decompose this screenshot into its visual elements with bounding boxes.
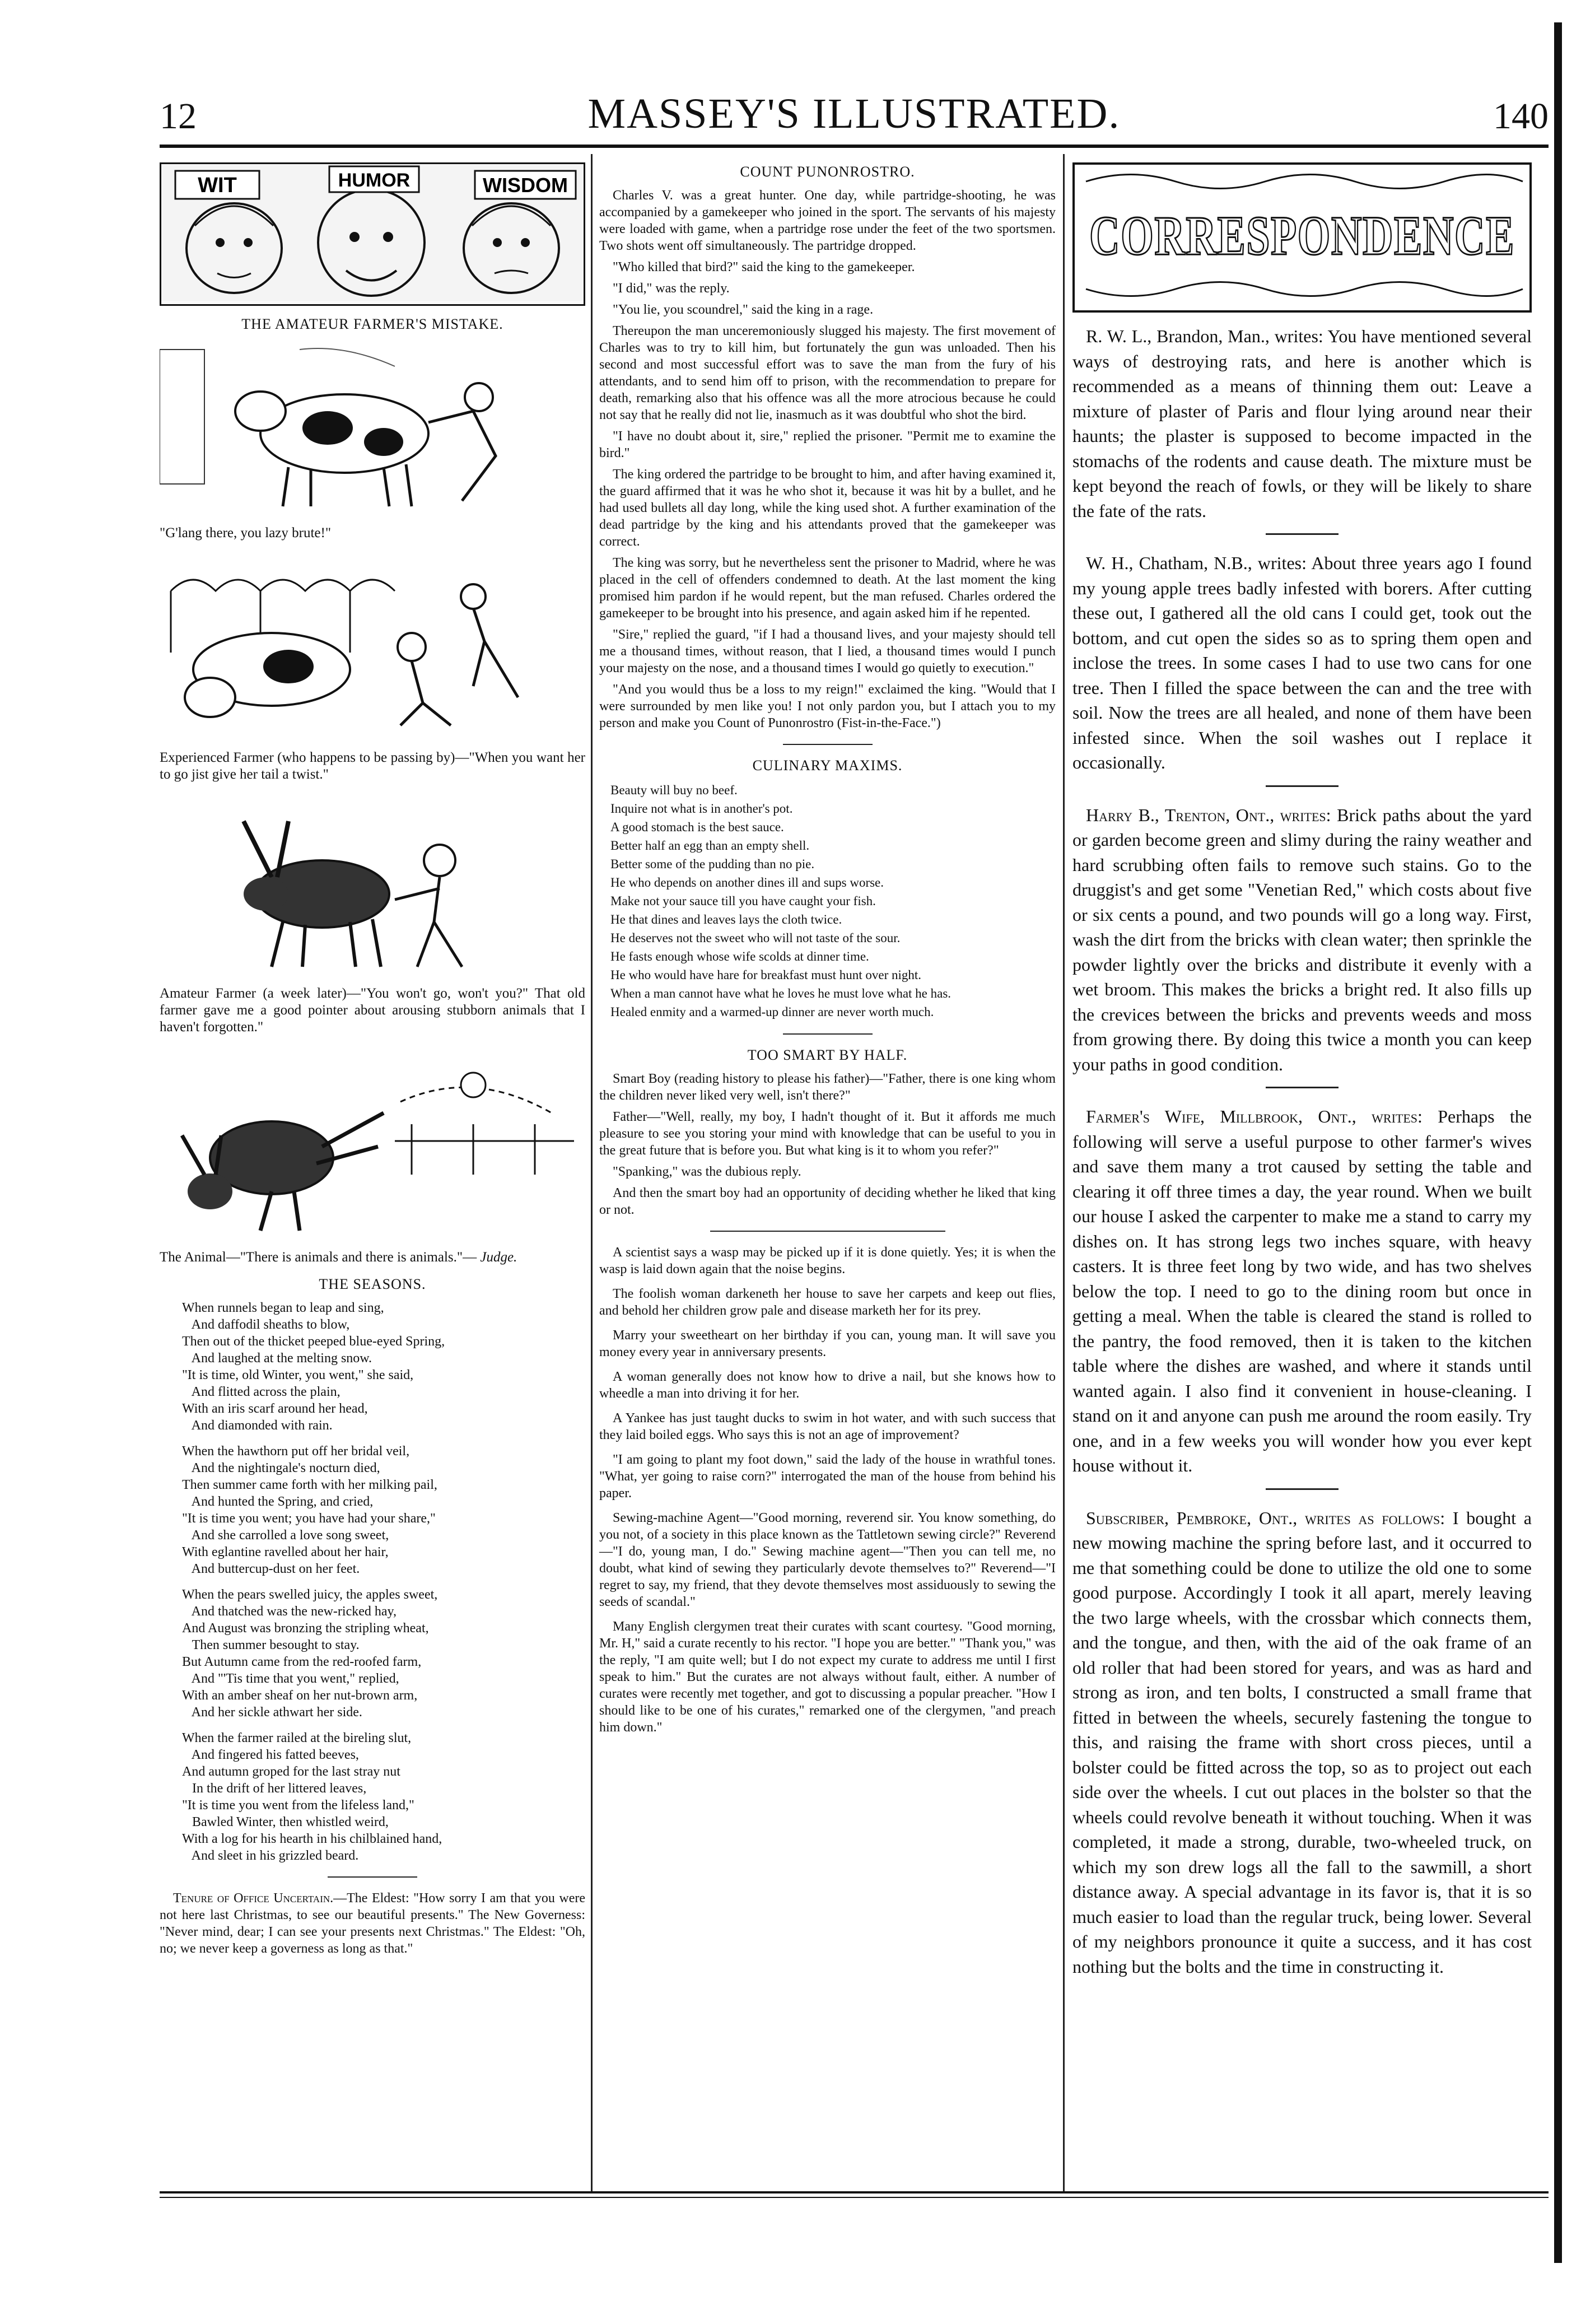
cow-illustration-1 xyxy=(160,344,585,512)
list-item: Beauty will buy no beef. xyxy=(610,783,738,797)
smart-title: TOO SMART BY HALF. xyxy=(747,1047,908,1063)
wit-humor-wisdom-banner xyxy=(160,162,585,306)
separator xyxy=(1266,1087,1339,1088)
list-item: He deserves not the sweet who will not taste of the sour. xyxy=(610,931,901,945)
correspondence-title-block xyxy=(1072,162,1532,313)
separator xyxy=(1266,785,1339,787)
amateur-farmer-title: THE AMATEUR FARMER'S MISTAKE. xyxy=(241,316,503,332)
footer-rule-thin xyxy=(160,2197,1549,2198)
donkey-illustration xyxy=(160,799,585,972)
column-anecdotes xyxy=(599,162,1056,1744)
cow-caption-1: "G'lang there, you lazy brute!" xyxy=(160,525,332,541)
list-item: Better half an egg than an empty shell. xyxy=(610,839,810,853)
tenure-paragraph: Tenure of Office Uncertain.—The Eldest: "How sorry I am that you were not here last Christmas, to see our beautiful presents." The New Governess: "Never mind, dear; I can see your presents next Christmas." The Eldest: "Oh, no; we never keep a governess as long as that." xyxy=(160,1891,585,1956)
list-item: A good stomach is the best sauce. xyxy=(610,820,784,834)
cow-caption-2: Experienced Farmer (who happens to be passing by)—"When you want her to go jist give her tail a twist." xyxy=(160,750,585,782)
correspondence-lettering xyxy=(1075,165,1529,306)
page-edge-bar xyxy=(1554,22,1562,2263)
footer-rule xyxy=(160,2191,1549,2193)
smart-story: Smart Boy (reading history to please his father)—"Father, there is one king whom the children never liked very well, isn't there?" Father—"Well, really, my boy, I hadn't thought of it. But it affords me much pleasure to see you storing your mind with knowledge that can be useful to you in the great future that is before you. But what king is it to whom you refer?" "Spanking," was the dubious reply. And then the smart boy had an opportunity of deciding whether he liked that king or not. xyxy=(599,1072,1056,1217)
banner-label-middle: HUMOR xyxy=(338,170,411,191)
list-item: He who depends on another dines ill and sups worse. xyxy=(610,875,884,889)
column-wit-humor xyxy=(160,162,585,1962)
letter-paragraph: R. W. L., Brandon, Man., writes: You have mentioned several ways of destroying rats, and here is another which is recommended as a means of thinning them out: Leave a mixture of plaster of Paris and flour lying around near their haunts; the plaster is supposed to become impacted in the stomachs of the rodents and cause death. The mixture must be kept beyond the reach of fowls, or they will be likely to share the fate of the rats. xyxy=(1072,326,1532,521)
letter-paragraph: Farmer's Wife, Millbrook, Ont., writes: Perhaps the following will serve a useful purpose to other farmer's wives and save them many a trot caused by setting the table and clearing it off three times a day, the year round. When we built our house I asked the carpenter to make me a stand to carry my dishes on. It has strong legs two inches square, with heavy casters. It is three feet long by two wide, and has two shelves below the top. I need to go to the dining room but once in getting a meal. When the table is cleared the stand is rolled to the pantry, the food removed, then it is taken to the kitchen table where the dishes are washed, and where it stands until wanted again. I also find it convenient in house-cleaning. I stand on it and anyone can push me around the room easily. Try one, and in a few weeks you will wonder how you ever kept house without it. xyxy=(1072,1106,1532,1475)
banner-label-left: WIT xyxy=(198,174,237,197)
count-story: Charles V. was a great hunter. One day, while partridge-shooting, he was accompanied by a gamekeeper who joined in the sport. The servants of his majesty were loaded with game, when a partridge rose under the feet of the two sportsmen. Two shots went off simultaneously. The partridge dropped. "Who killed that bird?" said the king to the gamekeeper. "I did," was the reply. "You lie, you scoundrel," said the king in a rage. Thereupon the man unceremoniously slugged his majesty. The first movement of Charles was to try to kill him, but fortunately the gun was unloaded. Then his second and most successful effort was to save the man from the fury of his attendants, and to send him off to prison, with the recommendation to prepare for death, remarking also that his offence was all the more atrocious because he could not say that he really did not lie, inasmuch as it was doubtful who shot the bird. "I have no doubt about it, sire," replied the prisoner. "Permit me to examine the bird." The king ordered the partridge to be brought to him, and after having examined it, the guard affirmed that it was he who shot it, because it was hit by a bullet, and he had used bullets all day long, while the king used shot. A further examination of the dead partridge by the king and his attendants proved that the gamekeeper was correct. The king was sorry, but he nevertheless sent the prisoner to Madrid, where he was placed in the cell of offenders condemned to death. At the last moment the king promised him pardon if he would repent, but the man refused. Charles ordered the gamekeeper to be brought into his presence, and again asked him if he repented. "Sire," replied the guard, "if I had a thousand lives, and your majesty should tell me a thousand times, without reason, that I lied, a thousand times would I punch your majesty on the nose, and a thousand times I would go quietly to execution." "And you would thus be a loss to my reign!" exclaimed the king. "Would that I were surrounded by men like you! I not only pardon you, but I attach you to my person and make you Count of Punonrostro (Fist-in-the-Face.") xyxy=(599,188,1056,730)
caption-source: Judge. xyxy=(480,1250,517,1265)
page-number-right: 140 xyxy=(1493,96,1549,137)
column-correspondence xyxy=(1072,162,1532,1987)
kicking-caption: The Animal—"There is animals and there is animals."— Judge. xyxy=(160,1250,517,1265)
banner-illustration xyxy=(161,164,584,301)
list-item: Inquire not what is in another's pot. xyxy=(610,802,793,816)
correspondence-title: CORRESPONDENCE xyxy=(1089,204,1515,267)
list-item: Better some of the pudding than no pie. xyxy=(610,857,815,871)
header-rule xyxy=(160,145,1549,148)
donkey-caption: Amateur Farmer (a week later)—"You won't go, won't you?" That old farmer gave me a good pointer about arousing stubborn animals that I haven't forgotten." xyxy=(160,986,585,1035)
maxims-list xyxy=(599,781,1056,1021)
separator xyxy=(710,1231,945,1232)
misc-paragraphs: A scientist says a wasp may be picked up if it is done quietly. Yes; it is when the wasp is laid down again that the noise begins. The foolish woman darkeneth her house to save her carpets and keep out flies, and behold her children grow pale and disease marketh her for its prey. Marry your sweetheart on her birthday if you can, young man. It will save you money every year in anniversary presents. A woman generally does not know how to drive a nail, but she knows how to wheedle a man into driving it for her. A Yankee has just taught ducks to swim in hot water, and with such success that they laid boiled eggs. Who says this is not an age of improvement? "I am going to plant my foot down," said the lady of the house in wrathful tones. "What, yer going to raise corn?" interrogated the man of the house from behind his paper. Sewing-machine Agent—"Good morning, reverend sir. You know something, do you not, of a society in this place known as the Tattletown sewing circle?" Reverend—"I do, young man, I do." Sewing machine agent—"Then you can tell me, no doubt, what kind of sewing they particularly devote themselves to?" Reverend—"I regret to say, my friend, that they devote themselves most assiduously to sewing the seeds of scandal." Many English clergymen treat their curates with scant courtesy. "Good morning, Mr. H," said a curate recently to his rector. "I hope you are better." "Thank you," was the reply, "I am quite well; but I do not expect my curate to address me until I first speak to him." But the curates are not always without fault, either. A number of curates were recently met together, and got to discussing a popular preacher. "How I should like to be one of his curates," remarked one of the clergymen, "and preach him down." xyxy=(599,1245,1056,1735)
list-item: He that dines and leaves lays the cloth twice. xyxy=(610,912,842,926)
maxims-title: CULINARY MAXIMS. xyxy=(752,757,903,774)
separator xyxy=(783,1033,873,1035)
letter-paragraph: Subscriber, Pembroke, Ont., writes as follows: I bought a new mowing machine the spring before last, and it occurred to me that something could be done to utilize the old one to some good purpose. Accordingly I took it all apart, merely leaving the two large wheels, with the crossbar which connects them, and the tongue, and then, with the aid of the oak frame of an old roller that had been stored for years, and was as hard and strong as iron, and ten bolts, I constructed a small frame that fitted in between the wheels, securely fastening the tongue to this, and raising the frame with short cross pieces, until a bolster could be fitted across the top, so as to project out each side over the wheels. I cut out places in the bolster so that the wheels could revolve beneath it without touching. When it was completed, it made a strong, durable, two-wheeled truck, on which my son drew logs all the fall to the sawmill, a short distance away. A special advantage in its favor is, that it is so much easier to load than the regular truck, being lower. Several of my neighbors pronounce it quite a success, and it has cost nothing but the bolts and the time in constructing it. xyxy=(1072,1507,1532,1977)
page-header xyxy=(160,90,1549,143)
separator xyxy=(1266,533,1339,535)
masthead-title: MASSEY'S ILLUSTRATED. xyxy=(587,90,1121,137)
poem-stanza: When the hawthorn put off her bridal veil, And the nightingale's nocturn died, Then summer came forth with her milking pail, And hunted the Spring, and cried, "It is time you went; you have had your share," And she carrolled a love song sweet, With eglantine ravelled about her hair, And buttercup-dust on her feet. xyxy=(182,1444,437,1576)
letter-paragraph: Harry B., Trenton, Ont., writes: Brick paths about the yard or garden become green and slimy during the rainy weather and hard scrubbing often fails to remove such stains. Go to the druggist's and get some "Venetian Red," which costs about five or six cents a pound, and two pounds will go a long way. First, wash the dirt from the bricks with clean water; then sprinkle the powder lightly over the bricks and distribute it evenly with a wet broom. This makes the bricks a bright red. It also fills up the crevices between the bricks and prevents weeds and moss from growing there. By doing this twice a month you can keep your paths in good condition. xyxy=(1072,804,1532,1074)
list-item: He fasts enough whose wife scolds at dinner time. xyxy=(610,949,869,963)
page-number-left: 12 xyxy=(160,96,197,137)
letter-paragraph: W. H., Chatham, N.B., writes: About three years ago I found my young apple trees badly infested with borers. After cutting these out, I gathered all the old cans I could get, took out the bottom, and cut open the sides so as to spring them open and inclose the trees. In some cases I had to use two cans for one tree. Then I filled the space between the can and the tree with soil. Now the trees are all healed, and none of them have been infested since. When the soil washes out I replace it occasionally. xyxy=(1072,553,1532,772)
column-rule-1 xyxy=(591,154,593,2193)
seasons-poem xyxy=(160,1300,585,1864)
poem-stanza: When the pears swelled juicy, the apples sweet, And thatched was the new-ricked hay, And August was bronzing the stripling wheat, Then summer besought to stay. But Autumn came from the red-roofed farm, And "'Tis time that you went," replied, With an amber sheaf on her nut-brown arm, And her sickle athwart her side. xyxy=(182,1587,438,1720)
poem-stanza: When the farmer railed at the bireling slut, And fingered his fatted beeves, And autumn groped for the last stray nut In the drift of her littered leaves, "It is time you went from the lifeless land," Bawled Winter, then whistled weird, With a log for his hearth in his chilblained hand, And sleet in his grizzled beard. xyxy=(182,1731,442,1863)
seasons-title: THE SEASONS. xyxy=(319,1276,426,1292)
list-item: He who would have hare for breakfast must hunt over night. xyxy=(610,968,922,982)
list-item: Healed enmity and a warmed-up dinner are never worth much. xyxy=(610,1005,934,1019)
column-rule-2 xyxy=(1063,154,1065,2193)
count-title: COUNT PUNONROSTRO. xyxy=(740,164,915,180)
poem-stanza: When runnels began to leap and sing, And daffodil sheaths to blow, Then out of the thicket peeped blue-eyed Spring, And laughed at the melting snow. "It is time, old Winter, you went," she said, And flitted across the plain, With an iris scarf around her head, And diamonded with rain. xyxy=(182,1301,445,1433)
separator xyxy=(783,744,873,745)
cow-illustration-2 xyxy=(160,557,585,737)
list-item: When a man cannot have what he loves he must love what he has. xyxy=(610,986,952,1000)
separator xyxy=(328,1876,417,1878)
banner-label-right: WISDOM xyxy=(483,174,568,197)
list-item: Make not your sauce till you have caught your fish. xyxy=(610,894,876,908)
separator xyxy=(1266,1488,1339,1490)
kicking-donkey-illustration xyxy=(160,1051,585,1236)
